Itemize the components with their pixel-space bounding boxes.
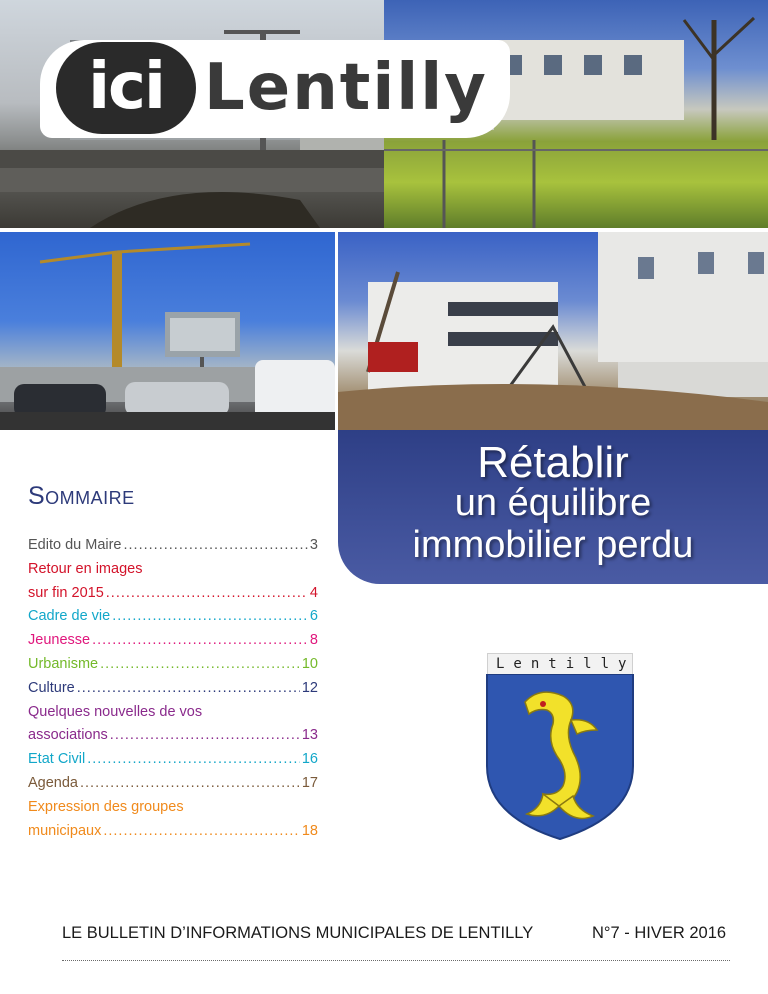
toc-entry-title: Expression des groupes	[28, 798, 184, 815]
toc-entry	[28, 796, 318, 820]
toc-entry-page: 3	[309, 537, 318, 553]
table-of-contents	[28, 534, 318, 843]
toc-leader-dots	[92, 629, 308, 653]
toc-entry-title: Etat Civil	[28, 751, 86, 768]
toc-leader-dots	[100, 653, 300, 677]
toc-leader-dots	[103, 820, 300, 844]
toc-entry	[28, 772, 318, 796]
toc-entry-title: Jeunesse	[28, 632, 91, 649]
dolphin-crest-icon	[485, 674, 635, 840]
toc-entry-page: 8	[309, 632, 318, 649]
toc-entry-page: 16	[301, 751, 318, 768]
toc-entry	[28, 724, 318, 748]
toc-entry-page: 13	[301, 727, 318, 744]
headline-line-2: un équilibre	[454, 482, 652, 524]
toc-leader-dots	[87, 748, 300, 772]
headline-box	[338, 430, 768, 584]
toc-entry-page: 6	[309, 608, 318, 625]
toc-entry-title: Edito du Maire	[28, 537, 122, 553]
toc-entry-title: Urbanisme	[28, 655, 99, 672]
toc-entry-page: 17	[301, 774, 318, 791]
toc-entry	[28, 629, 318, 653]
photo-residence-construction	[338, 232, 768, 430]
toc-entry	[28, 653, 318, 677]
toc-leader-dots	[112, 605, 308, 629]
photo-crane-parking	[0, 232, 335, 430]
footer-divider	[62, 960, 730, 961]
toc-leader-dots	[80, 772, 300, 796]
toc-entry-title: Quelques nouvelles de vos	[28, 703, 203, 720]
toc-leader-dots	[106, 582, 308, 606]
toc-entry	[28, 558, 318, 582]
toc-entry	[28, 677, 318, 701]
toc-entry-page: 18	[301, 822, 318, 839]
toc-entry	[28, 605, 318, 629]
footer-publication: LE BULLETIN D’INFORMATIONS MUNICIPALES DE LENTILLY	[62, 924, 534, 942]
toc-entry	[28, 534, 318, 558]
toc-entry-page: 10	[301, 655, 318, 672]
sommaire-heading: Sommaire	[28, 482, 135, 510]
toc-entry-title: associations	[28, 727, 108, 744]
toc-leader-dots	[124, 534, 308, 558]
crest-label: Lentilly	[487, 653, 633, 675]
footer-issue: N°7 - HIVER 2016	[592, 924, 727, 942]
toc-entry	[28, 582, 318, 606]
toc-entry	[28, 820, 318, 844]
toc-entry	[28, 748, 318, 772]
logo-ici: ici	[56, 42, 196, 134]
headline-line-3: immobilier perdu	[412, 524, 694, 566]
toc-entry	[28, 701, 318, 725]
toc-entry-title: Agenda	[28, 774, 78, 791]
toc-leader-dots	[77, 677, 300, 701]
toc-entry-title: Culture	[28, 679, 75, 696]
toc-entry-page: 4	[309, 584, 318, 601]
toc-entry-title: sur fin 2015	[28, 584, 104, 601]
toc-leader-dots	[110, 724, 300, 748]
toc-entry-title: Retour en images	[28, 560, 143, 577]
toc-entry-title: Cadre de vie	[28, 608, 111, 625]
headline-line-1: Rétablir	[477, 438, 629, 487]
toc-entry-page: 12	[301, 679, 318, 696]
logo-town-name: Lentilly	[204, 51, 488, 125]
toc-entry-title: municipaux	[28, 822, 102, 839]
